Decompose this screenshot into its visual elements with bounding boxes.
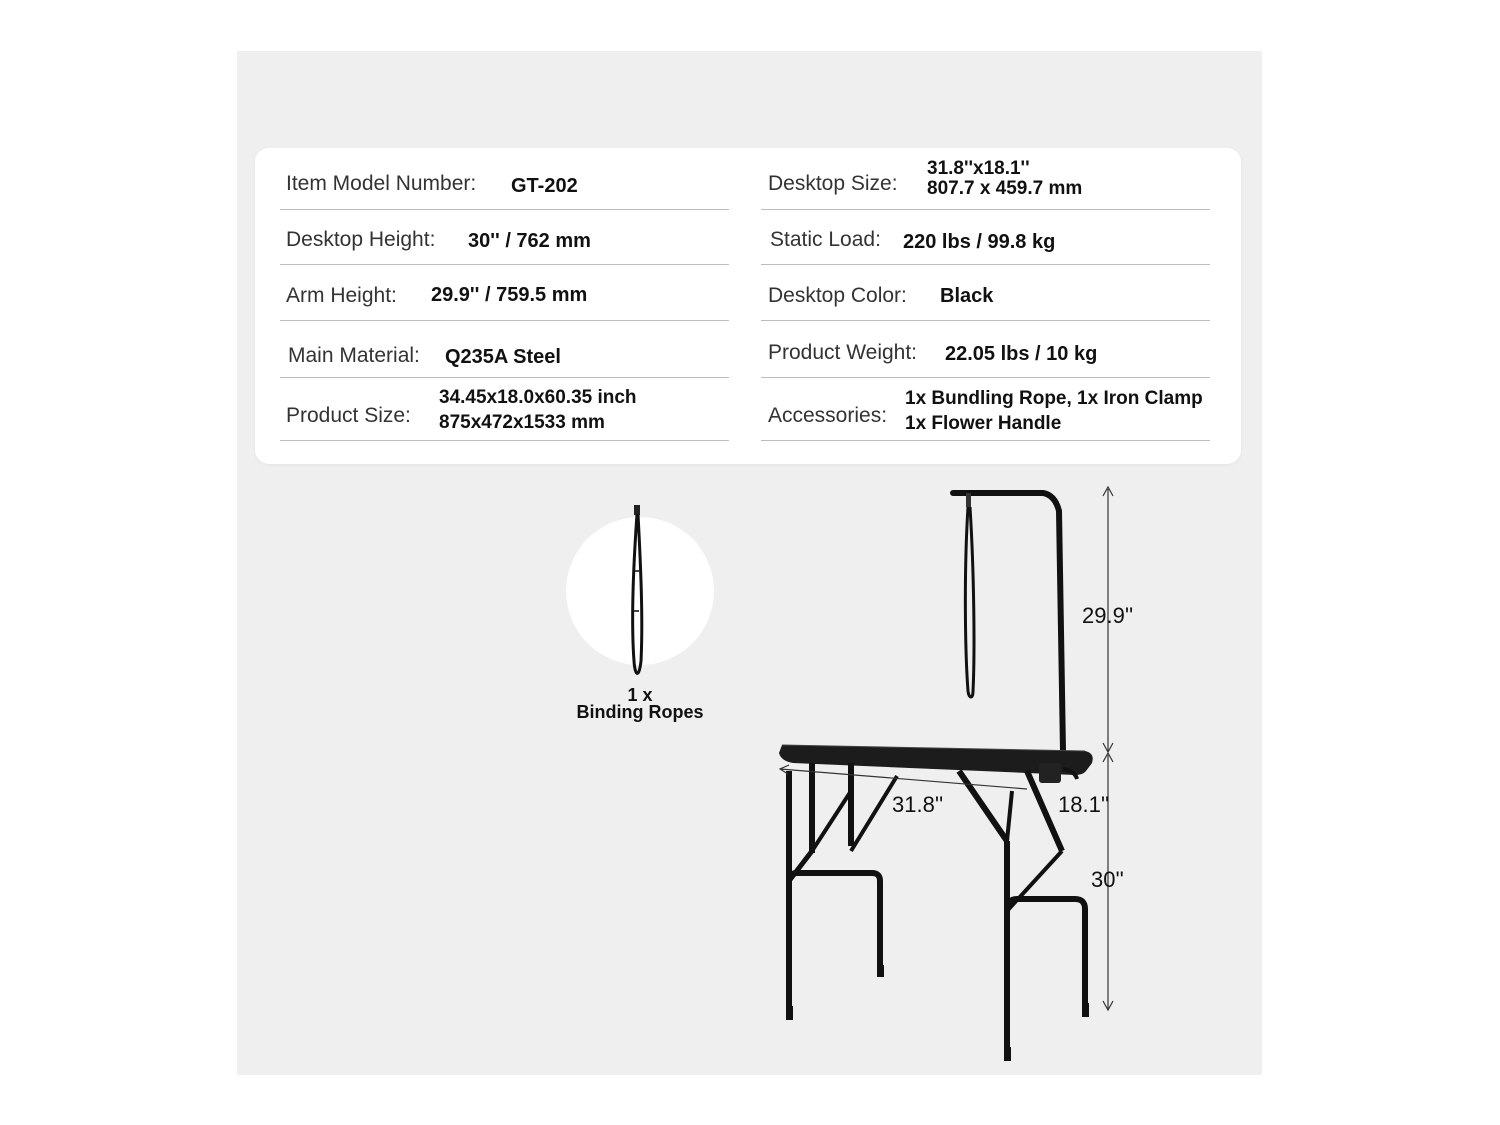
dimension-table-height: 30'' (1091, 867, 1124, 892)
spec-value-line1: 31.8''x18.1'' (927, 158, 1030, 179)
dimension-arm-height: 29.9'' (1082, 603, 1134, 628)
spec-label: Desktop Color: (768, 284, 907, 307)
spec-label: Accessories: (768, 404, 888, 427)
spec-value: 22.05 lbs / 10 kg (945, 343, 1098, 365)
grooming-table-illustration (237, 51, 1262, 1075)
spec-label: Product Size: (286, 404, 411, 427)
accessory-count: 1 x (627, 685, 653, 705)
spec-value: 29.9'' / 759.5 mm (431, 284, 588, 306)
dimension-length: 31.8'' (892, 792, 944, 817)
product-infographic (237, 51, 1262, 1075)
spec-value: GT-202 (511, 175, 578, 197)
spec-value-line1: 34.45x18.0x60.35 inch (439, 387, 637, 408)
spec-value: Black (940, 285, 994, 307)
spec-label: Static Load: (770, 228, 881, 251)
spec-value-line2: 1x Flower Handle (905, 413, 1062, 434)
spec-value: Q235A Steel (445, 346, 561, 368)
spec-value-line2: 807.7 x 459.7 mm (927, 178, 1083, 199)
spec-label: Desktop Height: (286, 228, 436, 251)
spec-value: 30'' / 762 mm (468, 230, 591, 252)
spec-label: Product Weight: (768, 341, 918, 364)
spec-value-line2: 875x472x1533 mm (439, 412, 605, 433)
spec-value-line1: 1x Bundling Rope, 1x Iron Clamp (905, 388, 1203, 409)
spec-label: Item Model Number: (286, 172, 477, 195)
accessory-name: Binding Ropes (576, 702, 704, 722)
spec-label: Arm Height: (286, 284, 397, 307)
spec-label: Desktop Size: (768, 172, 898, 195)
spec-label: Main Material: (288, 344, 420, 367)
dimension-width: 18.1'' (1058, 792, 1110, 817)
spec-value: 220 lbs / 99.8 kg (903, 231, 1056, 253)
